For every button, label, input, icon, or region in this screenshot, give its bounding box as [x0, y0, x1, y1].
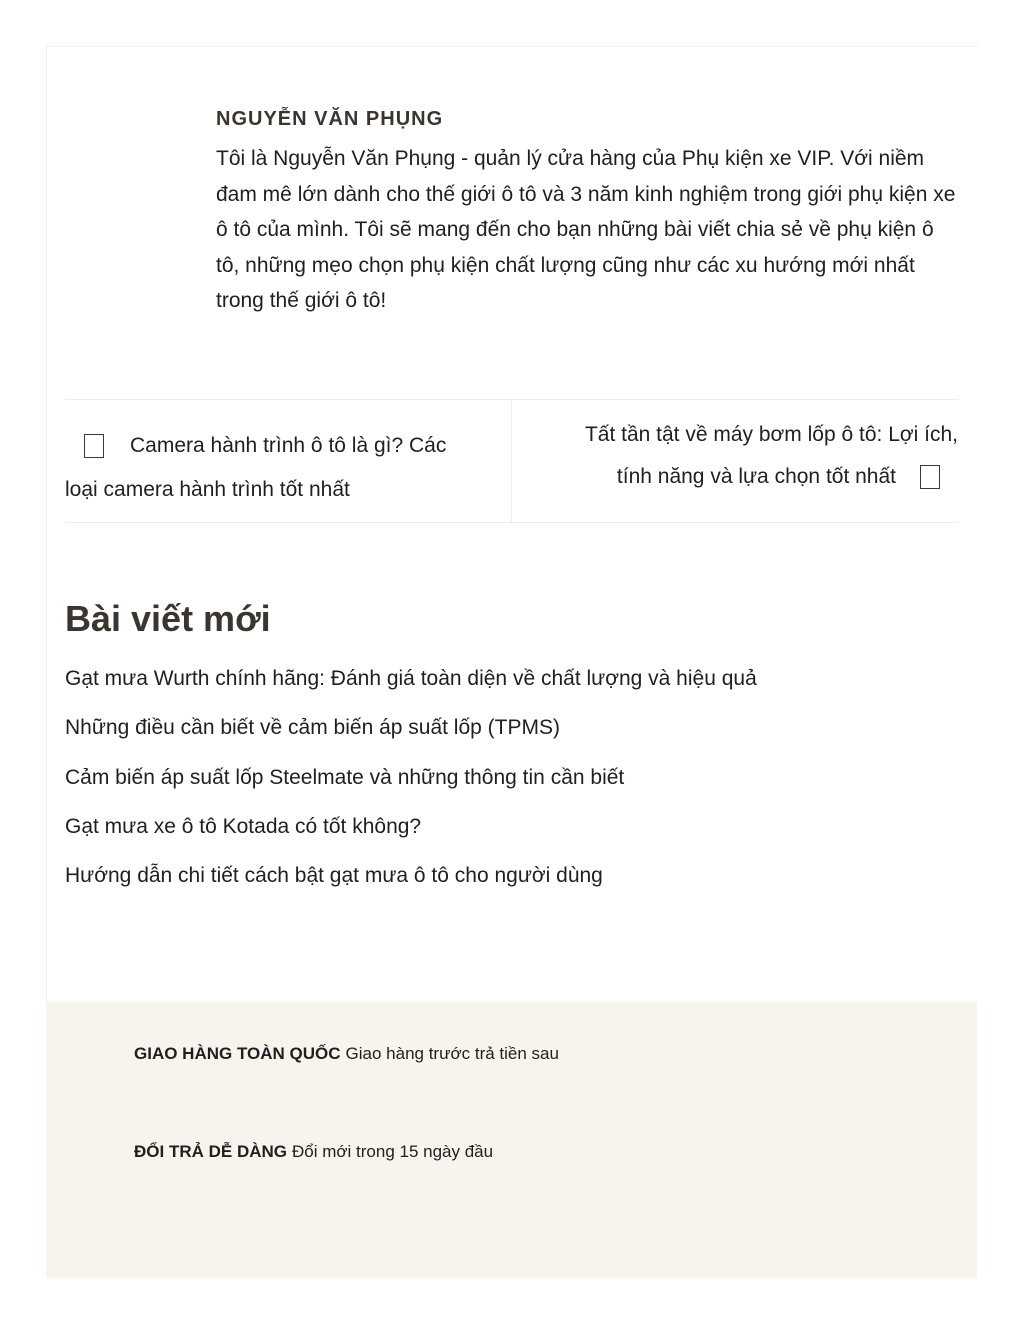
author-name: NGUYỄN VĂN PHỤNG [216, 108, 444, 130]
recent-post-link[interactable]: Gạt mưa xe ô tô Kotada có tốt không? [65, 814, 422, 838]
checkbox-icon [920, 465, 940, 489]
checkbox-icon [84, 434, 104, 458]
feature-description: Đổi mới trong 15 ngày đầu [292, 1142, 494, 1161]
recent-post-link[interactable]: Những điều cần biết về cảm biến áp suất lốp (TPMS) [65, 716, 560, 740]
previous-post-title-line2: loại camera hành trình tốt nhất [65, 478, 350, 501]
feature-shipping [134, 1044, 559, 1064]
recent-post-link[interactable]: Gạt mưa Wurth chính hãng: Đánh giá toàn diện về chất lượng và hiệu quả [65, 667, 757, 690]
author-box [216, 108, 956, 319]
next-post-link[interactable] [512, 400, 958, 522]
recent-post-link[interactable]: Cảm biến áp suất lốp Steelmate và những thông tin cần biết [65, 765, 625, 789]
footer-features [46, 1002, 977, 1278]
recent-posts-title: Bài viết mới [65, 598, 271, 639]
feature-title: GIAO HÀNG TOÀN QUỐC [134, 1044, 341, 1063]
author-bio: Tôi là Nguyễn Văn Phụng - quản lý cửa hàng của Phụ kiện xe VIP. Với niềm đam mê lớn dành cho thế giới ô tô và 3 năm kinh nghiệm trong giới phụ kiện xe ô tô của mình. Tôi sẽ mang đến cho bạn những bài viết chia sẻ về phụ kiện ô tô, những mẹo chọn phụ kiện chất lượng cũng như các xu hướng mới nhất trong thế giới ô tô! [216, 147, 956, 312]
next-post-title-line1: Tất tần tật về máy bơm lốp ô tô: Lợi ích, [584, 423, 958, 446]
recent-posts-widget [65, 596, 945, 900]
previous-post-link[interactable] [65, 400, 512, 522]
previous-post-title-line1: Camera hành trình ô tô là gì? Các [130, 434, 447, 457]
feature-description: Giao hàng trước trả tiền sau [345, 1044, 559, 1063]
feature-returns [134, 1142, 493, 1162]
post-navigation [65, 399, 958, 523]
next-post-title-line2: tính năng và lựa chọn tốt nhất [616, 465, 896, 488]
feature-title: ĐỔI TRẢ DỄ DÀNG [134, 1142, 287, 1161]
recent-post-link[interactable]: Hướng dẫn chi tiết cách bật gạt mưa ô tô cho người dùng [65, 864, 603, 888]
recent-posts-list [65, 654, 945, 900]
